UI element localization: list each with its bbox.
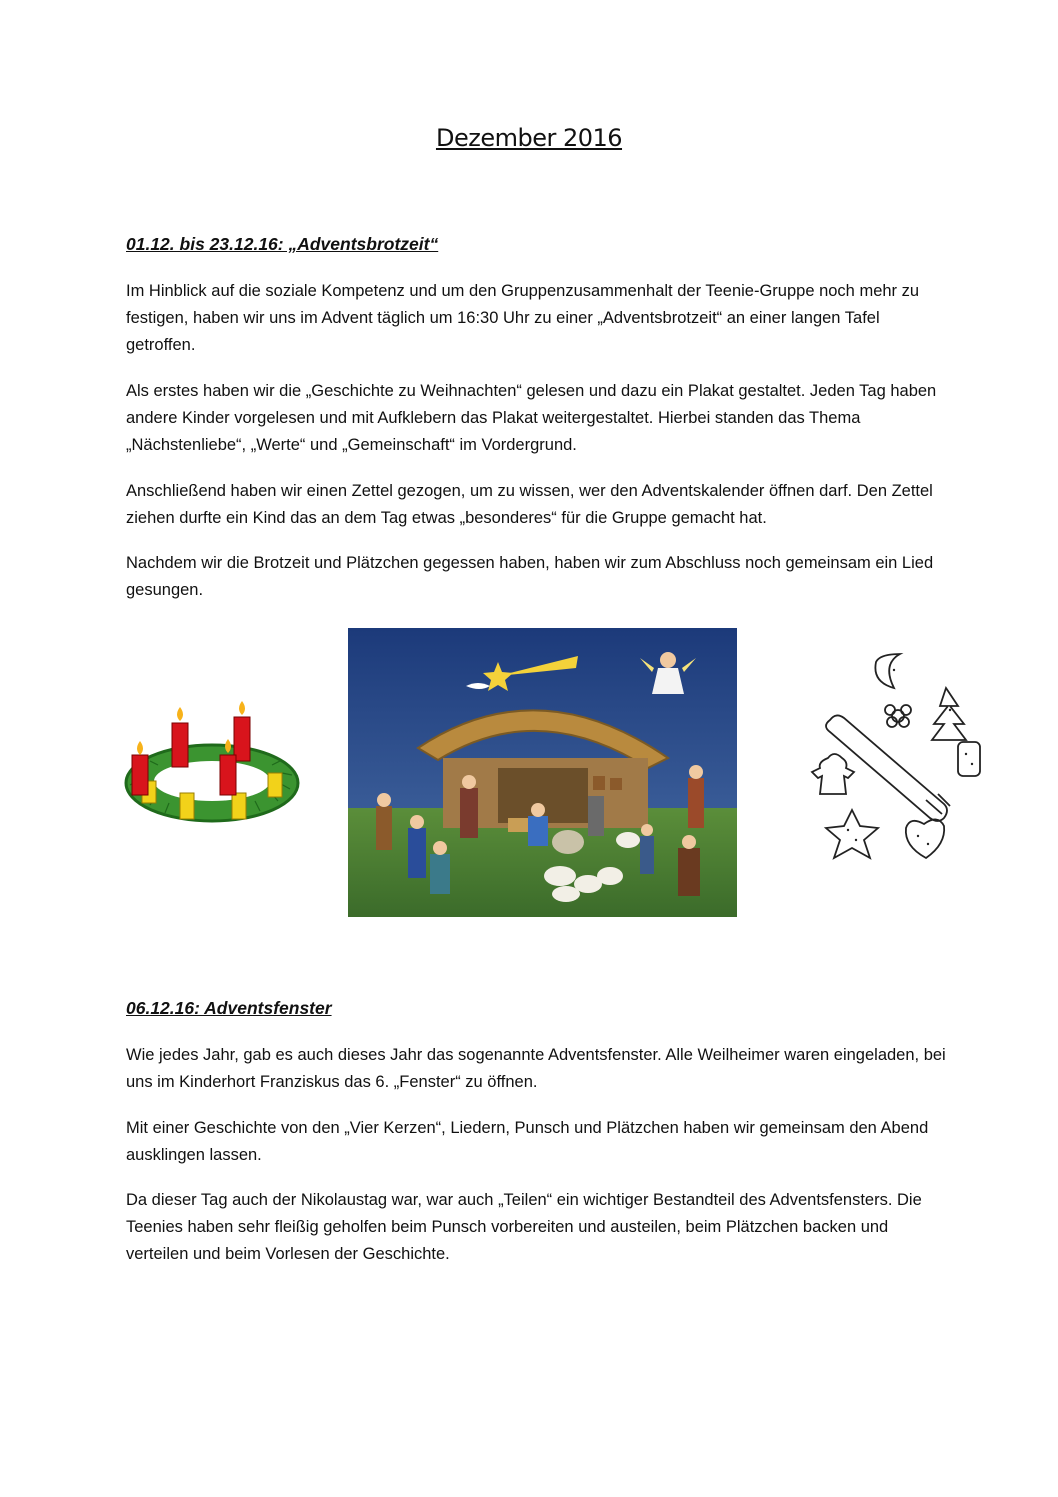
paragraph: Mit einer Geschichte von den „Vier Kerzen“, Liedern, Punsch und Plätzchen haben wir gemeinsam den Abend ausklingen lassen. [126,1119,929,1164]
advent-wreath-image [120,695,305,830]
cookie-baking-image [808,650,988,872]
nativity-poster-image [348,628,737,917]
section-heading-adventsfenster: 06.12.16: Adventsfenster [126,998,332,1018]
page-title: Dezember 2016 [435,124,623,152]
paragraph: Da dieser Tag auch der Nikolaustag war, war auch „Teilen“ ein wichtiger Bestandteil des Adventsfensters. Die Teenies haben sehr fleißig geholfen beim Punsch vorbereiten und austeilen, beim Plätzchen backen und verteilen und beim Vorlesen der Geschichte. [126,1191,922,1263]
paragraph: Anschließend haben wir einen Zettel gezogen, um zu wissen, wer den Adventskalender öffnen darf. Den Zettel ziehen durfte ein Kind das an dem Tag etwas „besonderes“ für die Gruppe gemacht hat. [126,482,933,527]
paragraph: Wie jedes Jahr, gab es auch dieses Jahr das sogenannte Adventsfenster. Alle Weilheimer waren eingeladen, bei uns im Kinderhort Franziskus das 6. „Fenster“ zu öffnen. [126,1046,946,1091]
paragraph: Als erstes haben wir die „Geschichte zu Weihnachten“ gelesen und dazu ein Plakat gestaltet. Jeden Tag haben andere Kinder vorgelesen und mit Aufklebern das Plakat weitergestaltet. Hierbei standen das Thema „Nächstenliebe“, „Werte“ und „Gemeinschaft“ im Vordergrund. [126,382,937,454]
section-heading-adventsbrotzeit: 01.12. bis 23.12.16: „Adventsbrotzeit“ [126,234,439,254]
paragraph: Im Hinblick auf die soziale Kompetenz und um den Gruppenzusammenhalt der Teenie-Gruppe noch mehr zu festigen, haben wir uns im Advent täglich um 16:30 Uhr zu einer „Adventsbrotzeit“ an einer langen Tafel getroffen. [126,282,920,354]
paragraph: Nachdem wir die Brotzeit und Plätzchen gegessen haben, haben wir zum Abschluss noch gemeinsam ein Lied gesungen. [126,554,934,599]
